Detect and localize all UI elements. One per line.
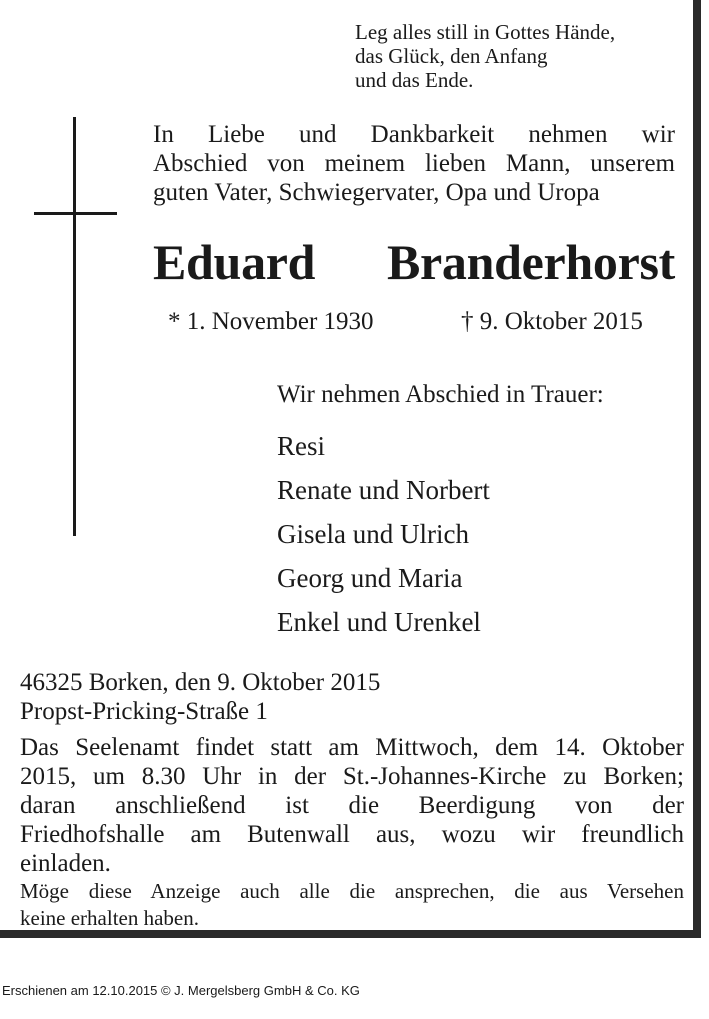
mourners-list bbox=[277, 424, 490, 644]
service-line: Friedhofshalle am Butenwall aus, wozu wir freundlich bbox=[20, 821, 684, 848]
motto-line: Leg alles still in Gottes Hände, bbox=[355, 20, 616, 44]
motto-line: das Glück, den Anfang bbox=[355, 44, 548, 68]
service-line: 2015, um 8.30 Uhr in der St.-Johannes-Kirche zu Borken; bbox=[20, 763, 684, 790]
address: Propst-Pricking-Straße 1 bbox=[20, 698, 268, 725]
mourner-entry: Gisela und Ulrich bbox=[277, 519, 469, 549]
closing-line: keine erhalten haben. bbox=[20, 906, 199, 930]
closing-note bbox=[20, 878, 684, 932]
mourner-entry: Renate und Norbert bbox=[277, 475, 490, 505]
intro-line: guten Vater, Schwiegervater, Opa und Uropa bbox=[153, 179, 600, 206]
birth-date: * 1. November 1930 bbox=[168, 308, 374, 335]
service-line: einladen. bbox=[20, 850, 111, 877]
mourner-entry: Enkel und Urenkel bbox=[277, 607, 481, 637]
intro-text bbox=[153, 120, 675, 207]
intro-line: In Liebe und Dankbarkeit nehmen wir bbox=[153, 121, 675, 148]
deceased-name: Eduard Branderhorst bbox=[153, 234, 675, 290]
intro-line: Abschied von meinem lieben Mann, unserem bbox=[153, 150, 675, 177]
mourners-heading: Wir nehmen Abschied in Trauer: bbox=[277, 381, 604, 408]
service-info bbox=[20, 733, 684, 878]
service-line: Das Seelenamt findet statt am Mittwoch, dem 14. Oktober bbox=[20, 734, 684, 761]
publication-footer: Erschienen am 12.10.2015 © J. Mergelsberg GmbH & Co. KG bbox=[2, 983, 360, 998]
mourner-entry: Resi bbox=[277, 431, 326, 461]
motto-line: und das Ende. bbox=[355, 68, 474, 92]
mourner-entry: Georg und Maria bbox=[277, 563, 463, 593]
cross-icon-vertical-bar bbox=[73, 117, 76, 536]
place-date: 46325 Borken, den 9. Oktober 2015 bbox=[20, 669, 381, 696]
death-date: † 9. Oktober 2015 bbox=[461, 308, 643, 335]
closing-line: Möge diese Anzeige auch alle die ansprechen, die aus Versehen bbox=[20, 879, 684, 903]
place-and-address bbox=[20, 668, 380, 726]
motto-verse bbox=[355, 20, 685, 92]
cross-icon-horizontal-bar bbox=[34, 212, 117, 215]
service-line: daran anschließend ist die Beerdigung von der bbox=[20, 792, 684, 819]
